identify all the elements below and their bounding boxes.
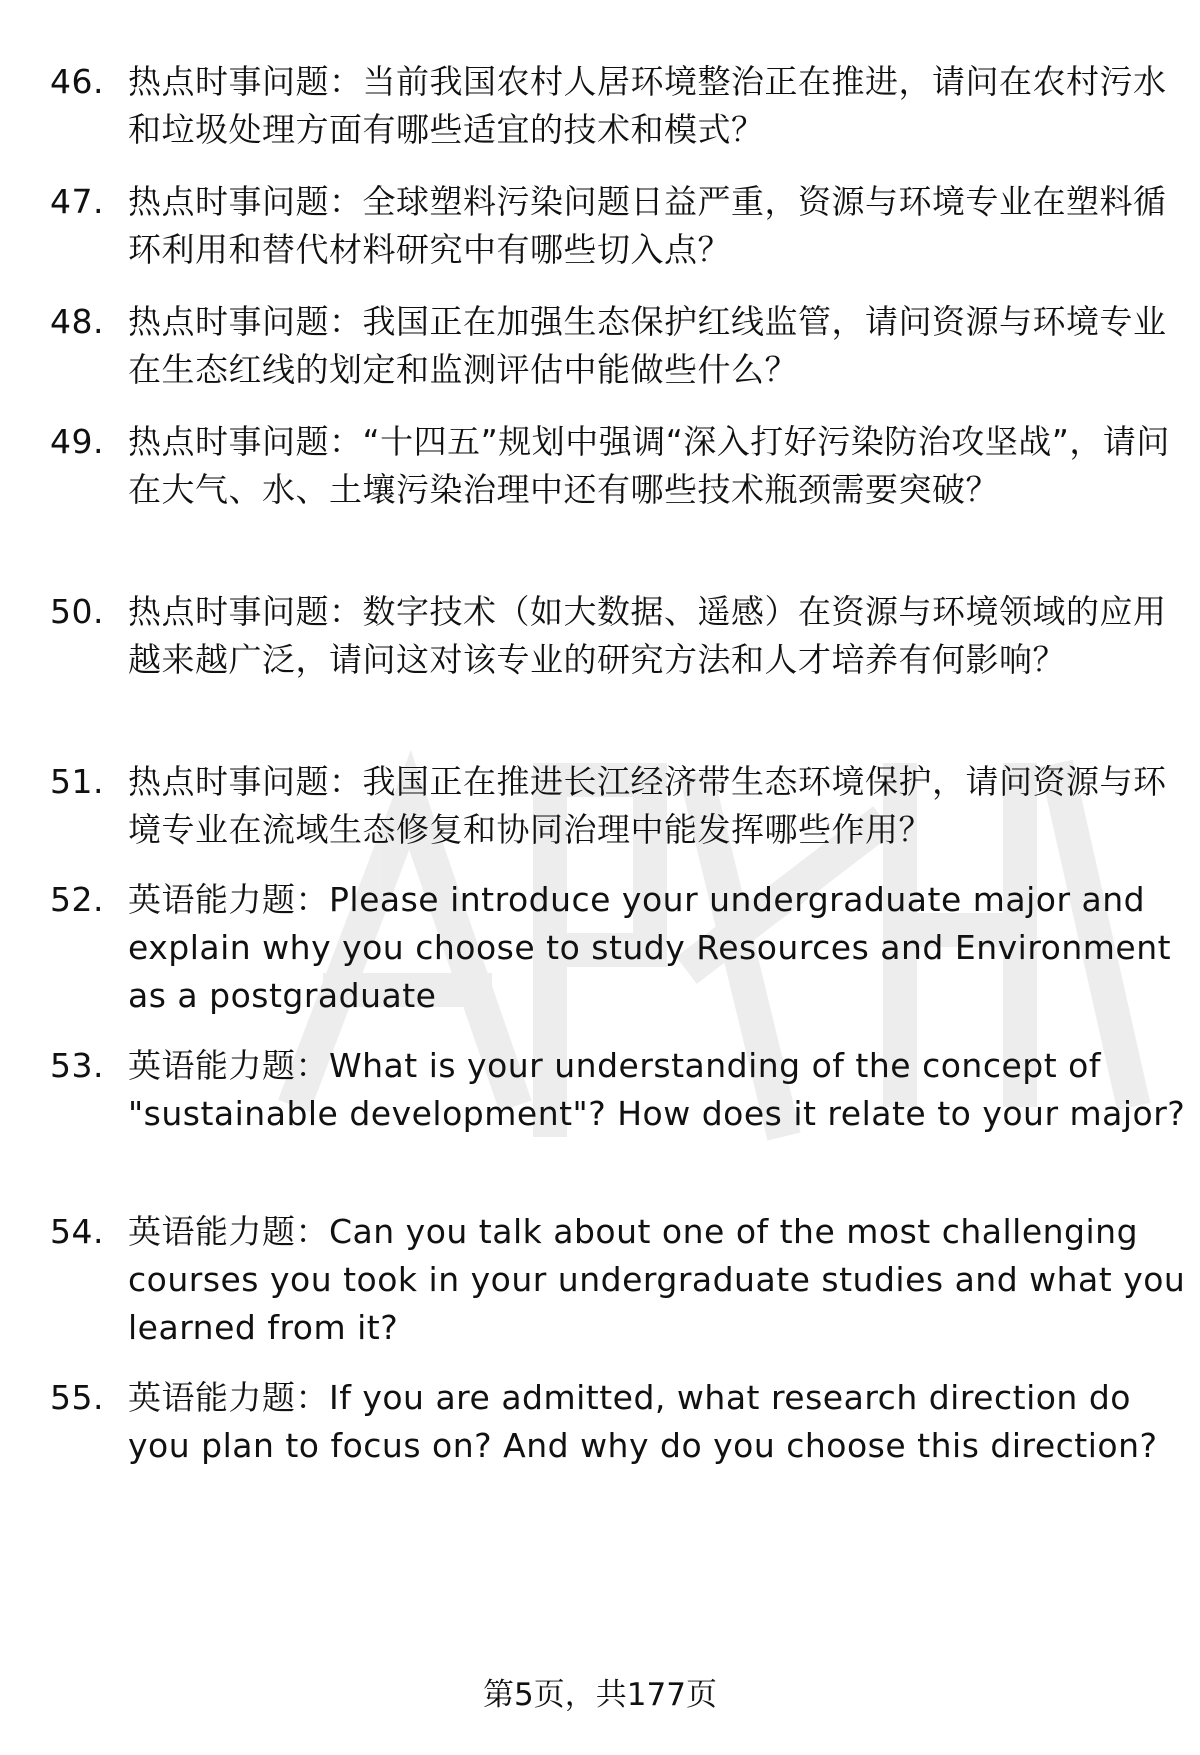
question-number: 49. (50, 422, 104, 461)
list-item (50, 588, 1167, 732)
list-item (50, 1208, 1186, 1352)
list-item (50, 418, 1170, 562)
list-item (50, 876, 1172, 1020)
list-item (50, 58, 1167, 154)
list-item (50, 1374, 1158, 1518)
question-number: 48. (50, 302, 104, 341)
question-number: 51. (50, 762, 104, 801)
question-number: 50. (50, 592, 104, 631)
question-text: 热点时事问题：全球塑料污染问题日益严重，资源与环境专业在塑料循环利用和替代材料研究中有哪些切入点？ (128, 182, 1167, 269)
question-number: 52. (50, 880, 104, 919)
question-number: 54. (50, 1212, 104, 1251)
question-text: 英语能力题：If you are admitted, what research direction do you plan to focus on? And why do you choose this direction? (128, 1378, 1158, 1465)
question-number: 53. (50, 1046, 104, 1085)
list-item (50, 1042, 1186, 1186)
question-text: 英语能力题：What is your understanding of the concept of "sustainable development"? How does it relate to your major? (128, 1046, 1186, 1133)
question-text: 热点时事问题：数字技术（如大数据、遥感）在资源与环境领域的应用越来越广泛，请问这对该专业的研究方法和人才培养有何影响？ (128, 592, 1167, 679)
question-text: 英语能力题：Please introduce your undergraduate major and explain why you choose to study Resources and Environment as a postgraduate (128, 880, 1172, 1015)
question-text: 热点时事问题：当前我国农村人居环境整治正在推进，请问在农村污水和垃圾处理方面有哪些适宜的技术和模式？ (128, 62, 1167, 149)
question-number: 47. (50, 182, 104, 221)
question-text: 热点时事问题：我国正在加强生态保护红线监管，请问资源与环境专业在生态红线的划定和监测评估中能做些什么？ (128, 302, 1167, 389)
question-text: 热点时事问题：“十四五”规划中强调“深入打好污染防治攻坚战”，请问在大气、水、土壤污染治理中还有哪些技术瓶颈需要突破？ (128, 422, 1170, 509)
question-text: 英语能力题：Can you talk about one of the most challenging courses you took in your undergraduate studies and what you learned from it? (128, 1212, 1186, 1347)
list-item (50, 178, 1167, 274)
question-number: 46. (50, 62, 104, 101)
list-item (50, 758, 1167, 854)
question-text: 热点时事问题：我国正在推进长江经济带生态环境保护，请问资源与环境专业在流域生态修复和协同治理中能发挥哪些作用？ (128, 762, 1167, 849)
page-footer: 第5页，共177页 (483, 1677, 717, 1713)
question-list (50, 58, 1186, 1518)
question-number: 55. (50, 1378, 104, 1417)
list-item (50, 298, 1167, 394)
